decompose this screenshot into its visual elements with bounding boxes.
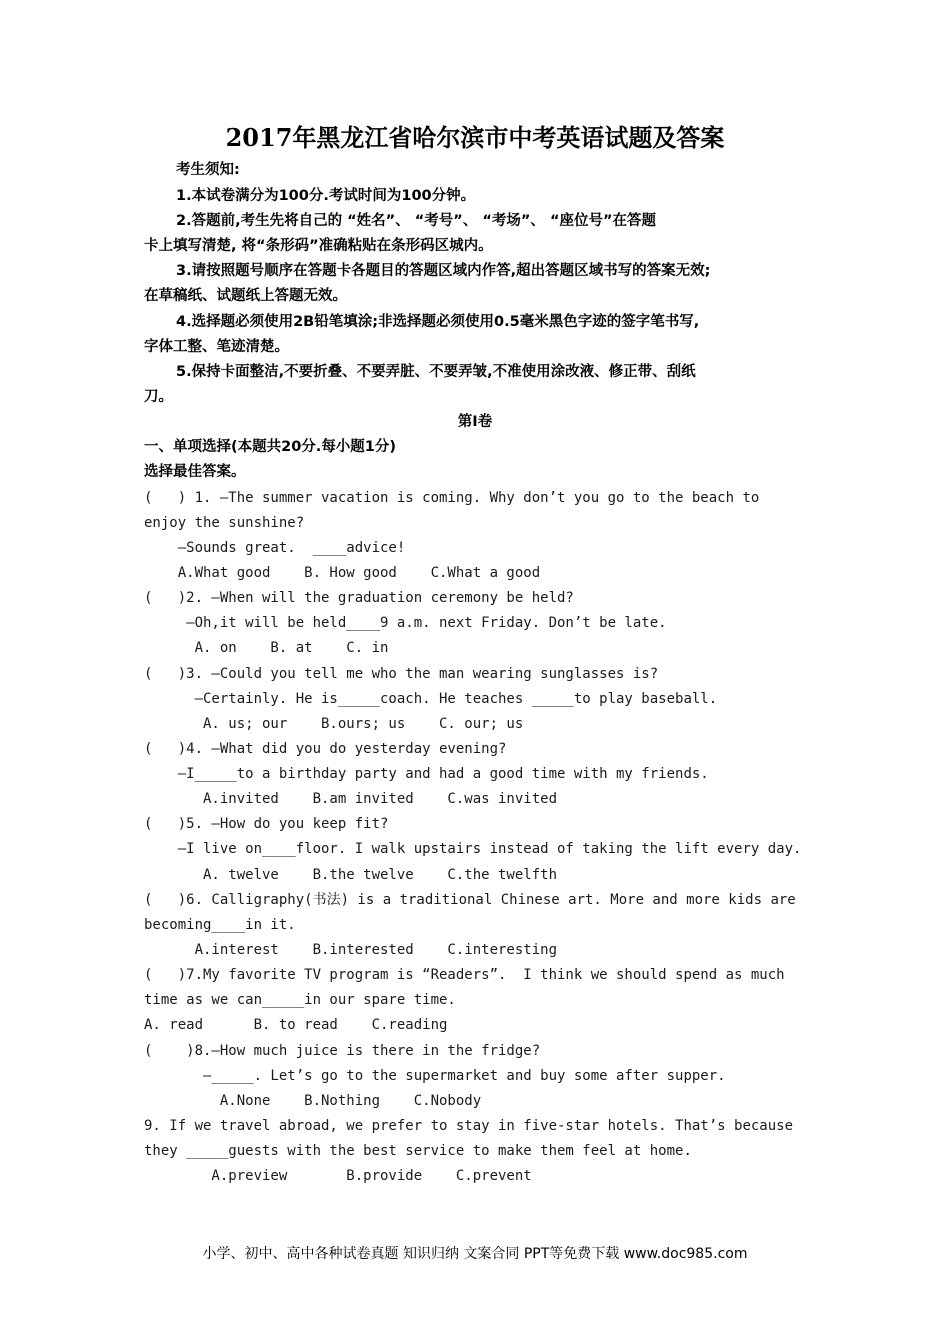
answer-options: A.interest B.interested C.interesting <box>144 942 558 958</box>
question-line: —Certainly. He is_____coach. He teaches _____to play baseball. <box>144 691 718 707</box>
question-line: —I live on____floor. I walk upstairs instead of taking the lift every day. <box>144 841 802 857</box>
section-title: 第I卷 <box>457 414 493 430</box>
question-line: —Sounds great. ____advice! <box>144 540 406 556</box>
answer-options: A. read B. to read C.reading <box>144 1017 448 1033</box>
instructions-heading: 考生须知: <box>176 162 240 178</box>
question-line: becoming____in it. <box>144 917 296 933</box>
instruction-line: 1.本试卷满分为100分.考试时间为100分钟。 <box>176 188 476 204</box>
question-line: enjoy the sunshine? <box>144 515 305 531</box>
instruction-line: 4.选择题必须使用2B铅笔填涂;非选择题必须使用0.5毫米黑色字迹的签字笔书写, <box>176 314 700 330</box>
question-line: ( )6. Calligraphy(书法) is a traditional Chinese art. More and more kids are <box>144 892 796 908</box>
question-line: 9. If we travel abroad, we prefer to stay in five-star hotels. That’s because <box>144 1118 794 1134</box>
question-line: time as we can_____in our spare time. <box>144 992 456 1008</box>
instruction-line: 3.请按照题号顺序在答题卡各题目的答题区域内作答,超出答题区域书写的答案无效; <box>176 263 711 279</box>
document-title: 2017年黑龙江省哈尔滨市中考英语试题及答案 <box>225 123 725 152</box>
question-line: they _____guests with the best service to make them feel at home. <box>144 1143 692 1159</box>
part-instruction: 选择最佳答案。 <box>144 464 246 480</box>
question-line: ( )3. —Could you tell me who the man wearing sunglasses is? <box>144 666 659 682</box>
footer-text: 小学、初中、高中各种试卷真题 知识归纳 文案合同 PPT等免费下载 www.doc985.com <box>202 1246 748 1262</box>
instruction-line: 字体工整、笔迹清楚。 <box>144 339 289 355</box>
part-heading: 一、单项选择(本题共20分.每小题1分) <box>144 439 397 455</box>
question-line: —Oh,it will be held____9 a.m. next Friday. Don’t be late. <box>144 615 667 631</box>
question-line: —I_____to a birthday party and had a good time with my friends. <box>144 766 709 782</box>
question-line: ( ) 1. —The summer vacation is coming. Why don’t you go to the beach to <box>144 490 760 506</box>
question-line: ( )4. —What did you do yesterday evening? <box>144 741 507 757</box>
instruction-line: 在草稿纸、试题纸上答题无效。 <box>144 288 347 304</box>
question-line: ( )2. —When will the graduation ceremony be held? <box>144 590 574 606</box>
question-line: ( )7.My favorite TV program is “Readers”. I think we should spend as much <box>144 967 785 983</box>
answer-options: A. twelve B.the twelve C.the twelfth <box>144 867 558 883</box>
question-line: ( )8.—How much juice is there in the fridge? <box>144 1043 541 1059</box>
question-line: ( )5. —How do you keep fit? <box>144 816 389 832</box>
answer-options: A.invited B.am invited C.was invited <box>144 791 558 807</box>
answer-options: A. on B. at C. in <box>144 640 389 656</box>
answer-options: A.None B.Nothing C.Nobody <box>144 1093 482 1109</box>
instruction-line: 卡上填写清楚, 将“条形码”准确粘贴在条形码区城内。 <box>144 238 493 254</box>
instruction-line: 2.答题前,考生先将自己的 “姓名”、 “考号”、 “考场”、 “座位号”在答题 <box>176 213 657 229</box>
question-line: —_____. Let’s go to the supermarket and buy some after supper. <box>144 1068 726 1084</box>
answer-options: A.preview B.provide C.prevent <box>144 1168 532 1184</box>
instruction-line: 5.保持卡面整洁,不要折叠、不要弄脏、不要弄皱,不准使用涂改液、修正带、刮纸 <box>176 364 696 380</box>
answer-options: A.What good B. How good C.What a good <box>144 565 541 581</box>
instruction-line: 刀。 <box>144 389 173 405</box>
answer-options: A. us; our B.ours; us C. our; us <box>144 716 524 732</box>
